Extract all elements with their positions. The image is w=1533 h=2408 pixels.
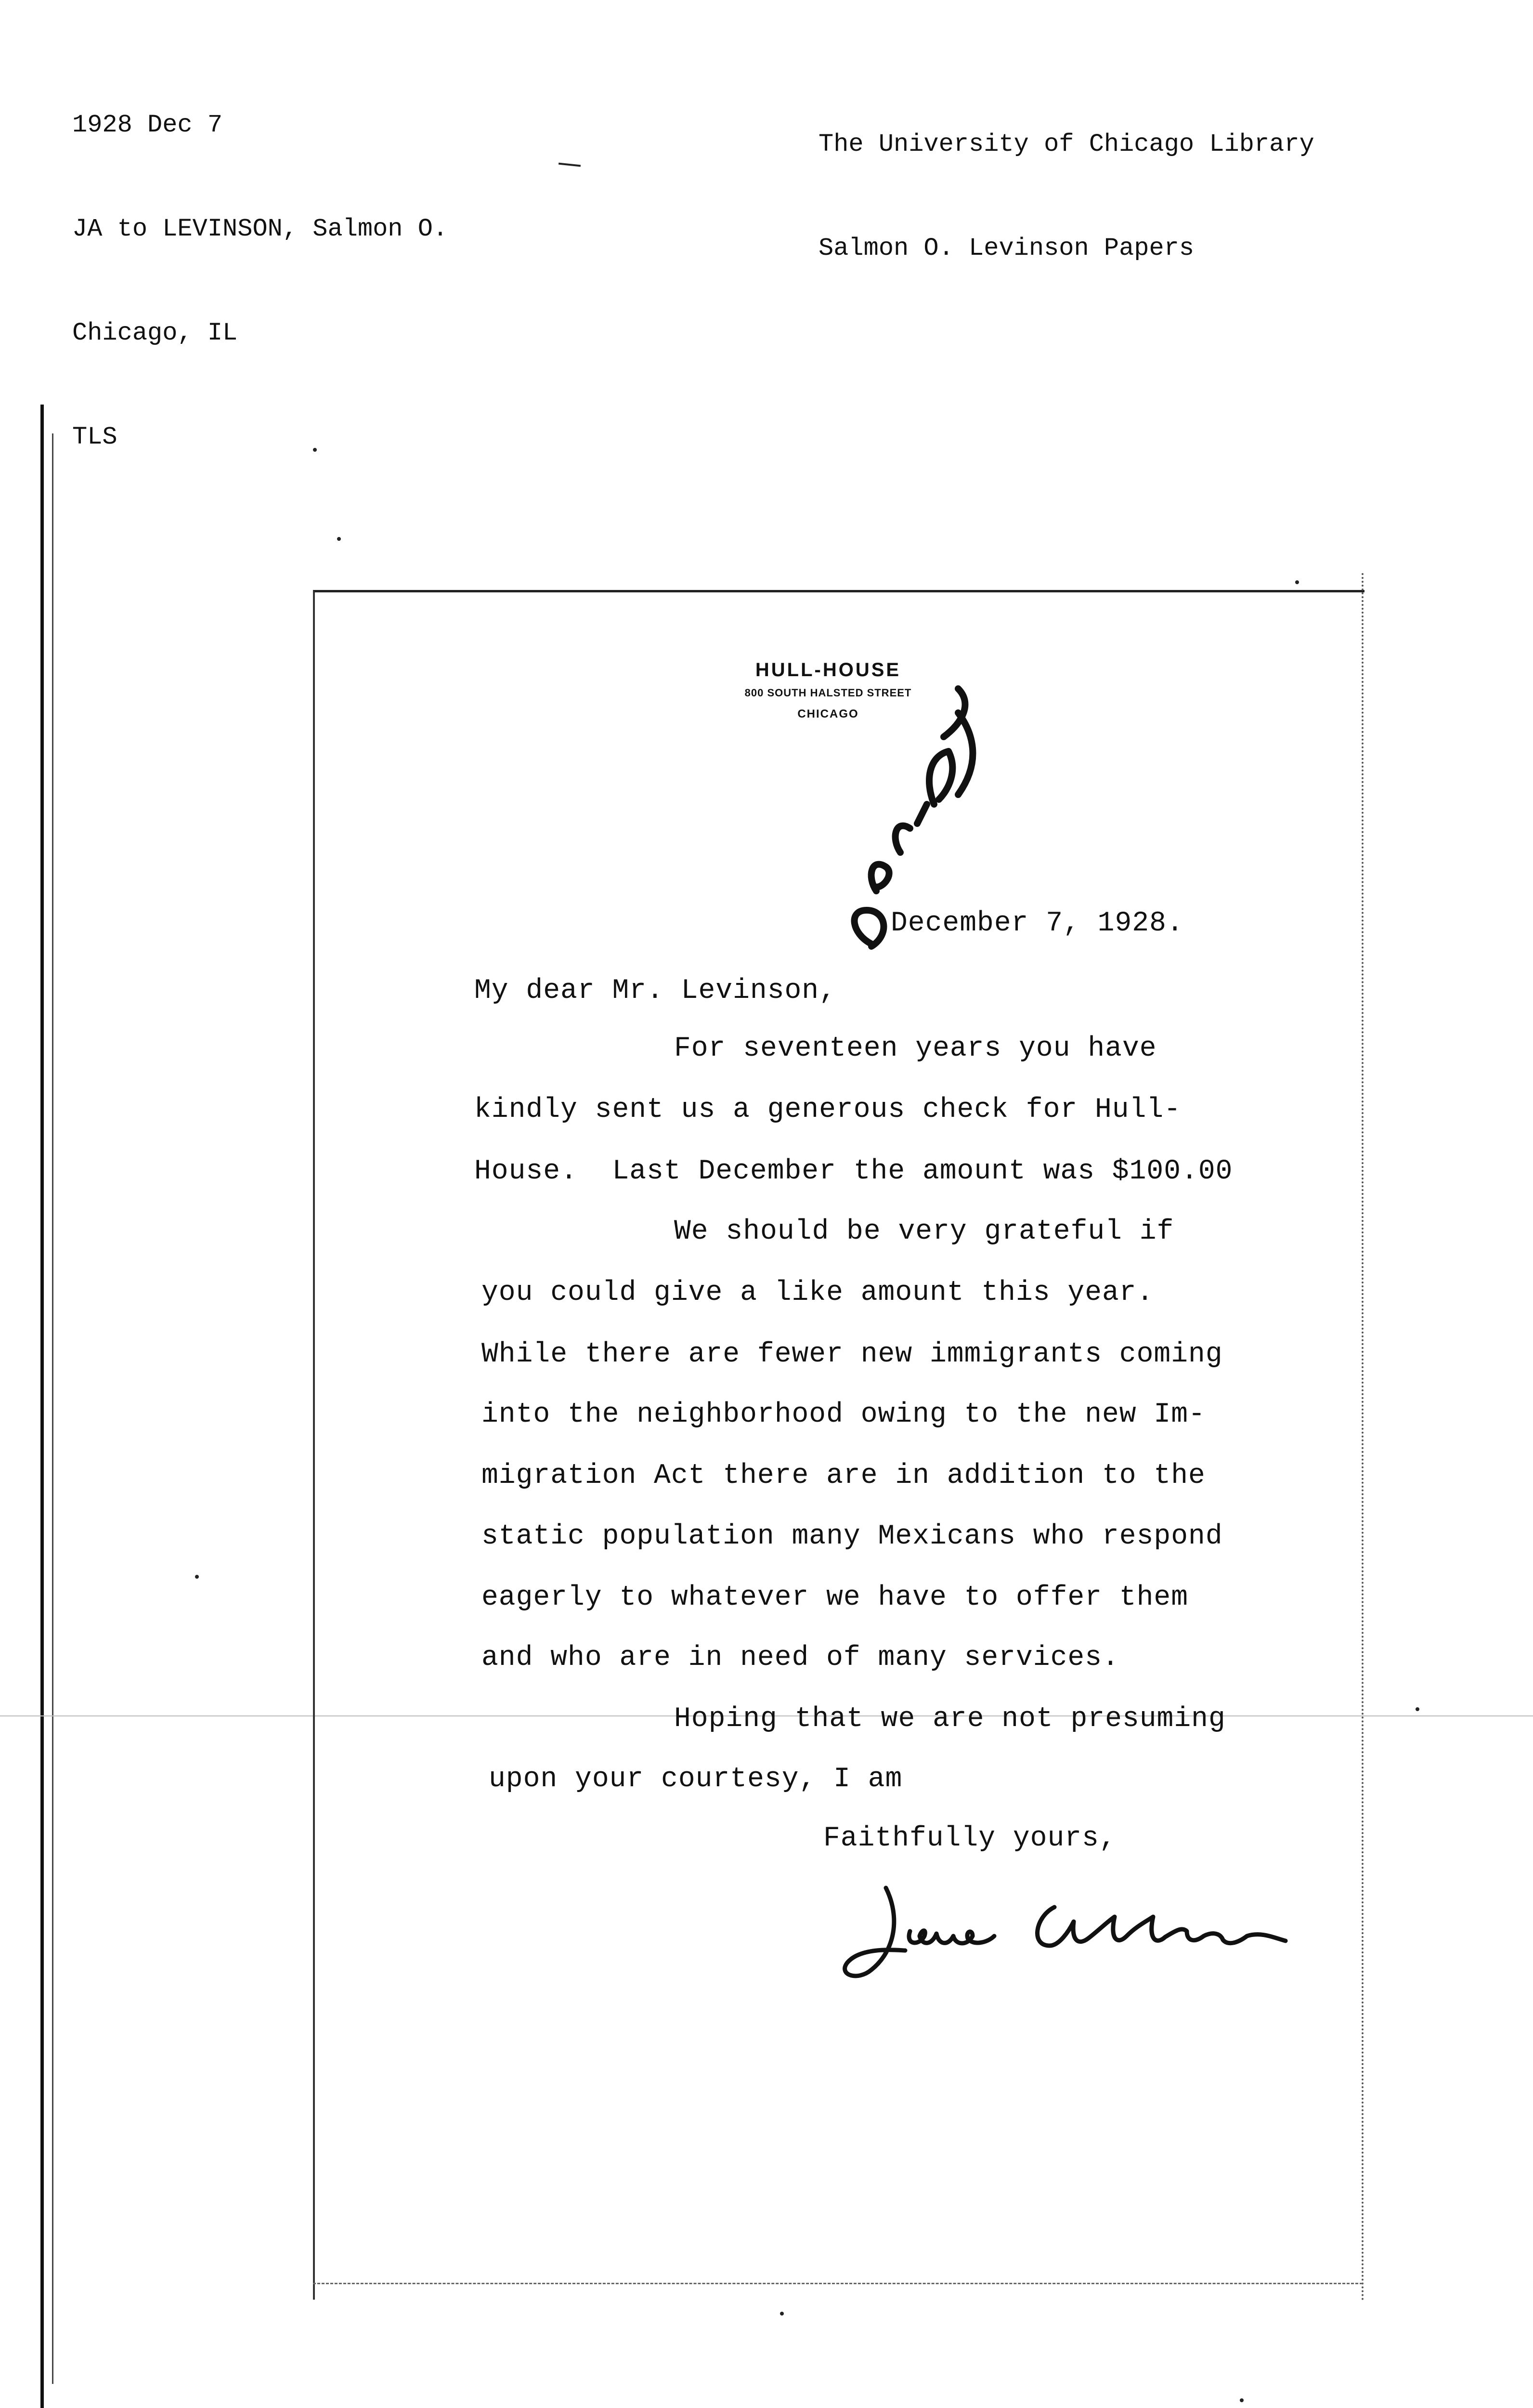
stray-pen-mark <box>559 163 581 167</box>
catalog-info-block <box>72 39 448 489</box>
body-line: migration Act there are in addition to the <box>481 1460 1206 1492</box>
scan-binder-edge-inner <box>52 433 53 2384</box>
body-line: upon your courtesy, I am <box>489 1764 903 1795</box>
body-line: eagerly to whatever we have to offer them <box>481 1582 1189 1613</box>
signature-text: Jane Addams <box>828 1878 831 1879</box>
letter-date: December 7, 1928. <box>891 908 1184 939</box>
scan-speck <box>1295 580 1299 584</box>
archive-library: The University of Chicago Library <box>818 130 1314 158</box>
letter-salutation: My dear Mr. Levinson, <box>474 975 836 1007</box>
letter-closing: Faithfully yours, <box>823 1823 1117 1854</box>
body-line: and who are in need of many services. <box>481 1642 1119 1674</box>
catalog-doc-type: TLS <box>72 423 117 451</box>
body-line: For seventeen years you have <box>674 1033 1157 1064</box>
body-line: Hoping that we are not presuming <box>674 1703 1226 1735</box>
letterhead-org: HULL-HOUSE <box>755 659 901 681</box>
body-line: While there are fewer new immigrants coming <box>481 1339 1223 1370</box>
catalog-correspondents: JA to LEVINSON, Salmon O. <box>72 215 448 243</box>
body-line: kindly sent us a generous check for Hull- <box>474 1094 1182 1125</box>
body-line: static population many Mexicans who respond <box>481 1521 1223 1552</box>
signature-image <box>828 1878 1324 1989</box>
scan-speck <box>1240 2398 1244 2402</box>
letterhead-city: CHICAGO <box>797 707 859 720</box>
archive-source-block <box>818 58 1314 301</box>
scan-binder-edge <box>40 405 44 2408</box>
letter-sheet-right-edge <box>1362 573 1365 2302</box>
catalog-place: Chicago, IL <box>72 319 238 347</box>
archive-collection: Salmon O. Levinson Papers <box>818 234 1195 262</box>
scan-speck <box>195 1575 199 1579</box>
catalog-date: 1928 Dec 7 <box>72 111 223 139</box>
letterhead-address: 800 SOUTH HALSTED STREET <box>744 687 912 699</box>
body-line: House. Last December the amount was $100.00 <box>474 1156 1233 1187</box>
scan-speck <box>337 537 341 541</box>
body-line: into the neighborhood owing to the new Im- <box>481 1399 1206 1430</box>
body-line: you could give a like amount this year. <box>481 1277 1154 1309</box>
scan-speck <box>313 448 317 452</box>
letter-sheet-bottom-edge <box>313 2283 1363 2286</box>
scan-speck <box>1416 1707 1419 1711</box>
scan-speck <box>780 2312 784 2316</box>
body-line: We should be very grateful if <box>674 1216 1174 1247</box>
